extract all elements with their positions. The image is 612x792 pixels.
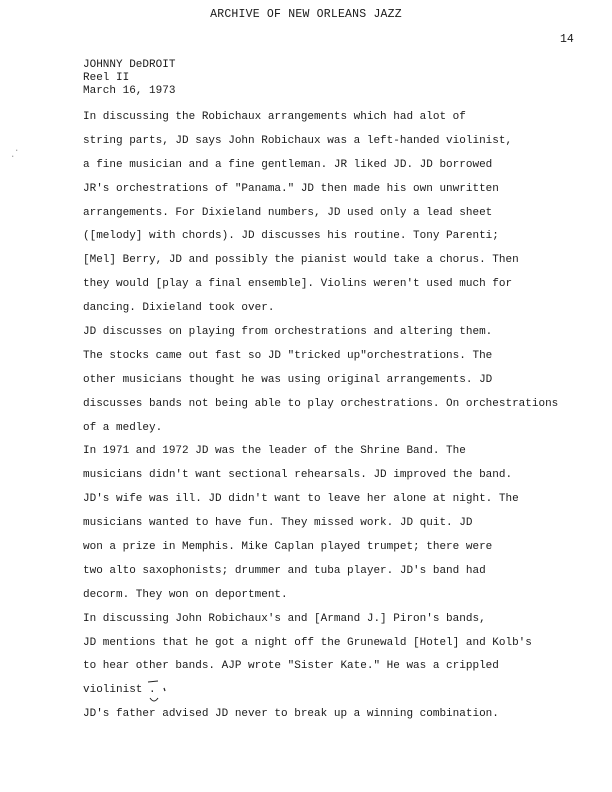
text-line: decorm. They won on deportment. (83, 588, 288, 601)
archive-header: ARCHIVE OF NEW ORLEANS JAZZ (210, 8, 402, 21)
text-line: In 1971 and 1972 JD was the leader of the Shrine Band. The (83, 445, 466, 458)
interview-meta (83, 59, 175, 98)
text-line: arrangements. For Dixieland numbers, JD used only a lead sheet (83, 206, 493, 219)
text-line: ([melody] with chords). JD discusses his routine. Tony Parenti; (83, 230, 499, 243)
text-line: JD's father advised JD never to break up a winning combination. (83, 708, 499, 721)
text-line: other musicians thought he was using original arrangements. JD (83, 373, 493, 386)
text-line: to hear other bands. AJP wrote "Sister Kate." He was a crippled (83, 660, 499, 673)
text-line: string parts, JD says John Robichaux was a left-handed violinist, (83, 134, 513, 147)
scan-speck: · (14, 146, 20, 156)
text-line: JD mentions that he got a night off the Grunewald [Hotel] and Kolb's (83, 636, 532, 649)
handwritten-correction-mark (144, 674, 174, 710)
text-line: [Mel] Berry, JD and possibly the pianist would take a chorus. Then (83, 254, 519, 267)
text-line: The stocks came out fast so JD "tricked up"orchestrations. The (83, 349, 493, 362)
reel-label: Reel II (83, 72, 130, 84)
text-line: In discussing the Robichaux arrangements which had alot of (83, 111, 466, 123)
text-line: musicians wanted to have fun. They missed work. JD quit. JD (83, 517, 473, 530)
text-line: discusses bands not being able to play orchestrations. On orchestrations (83, 397, 559, 410)
interview-date: March 16, 1973 (83, 85, 176, 97)
text-line: JD's wife was ill. JD didn't want to leave her alone at night. The (83, 493, 519, 506)
interviewee-name: JOHNNY DeDROIT (83, 59, 176, 71)
text-line: JR's orchestrations of "Panama." JD then made his own unwritten (83, 182, 499, 195)
transcript-body (83, 106, 611, 727)
text-line: In discussing John Robichaux's and [Armand J.] Piron's bands, (83, 612, 486, 625)
text-line: violinist . (83, 684, 156, 697)
text-line: two alto saxophonists; drummer and tuba player. JD's band had (83, 564, 486, 577)
text-line: won a prize in Memphis. Mike Caplan played trumpet; there were (83, 541, 493, 554)
text-line: they would [play a final ensemble]. Violins weren't used much for (83, 278, 513, 291)
text-line: dancing. Dixieland took over. (83, 302, 275, 315)
text-line: JD discusses on playing from orchestrations and altering them. (83, 326, 493, 339)
scan-speck: · (10, 152, 16, 162)
text-line: musicians didn't want sectional rehearsals. JD improved the band. (83, 469, 513, 482)
text-line: a fine musician and a fine gentleman. JR liked JD. JD borrowed (83, 158, 493, 171)
page-number: 14 (560, 33, 574, 46)
text-line: of a medley. (83, 421, 163, 434)
